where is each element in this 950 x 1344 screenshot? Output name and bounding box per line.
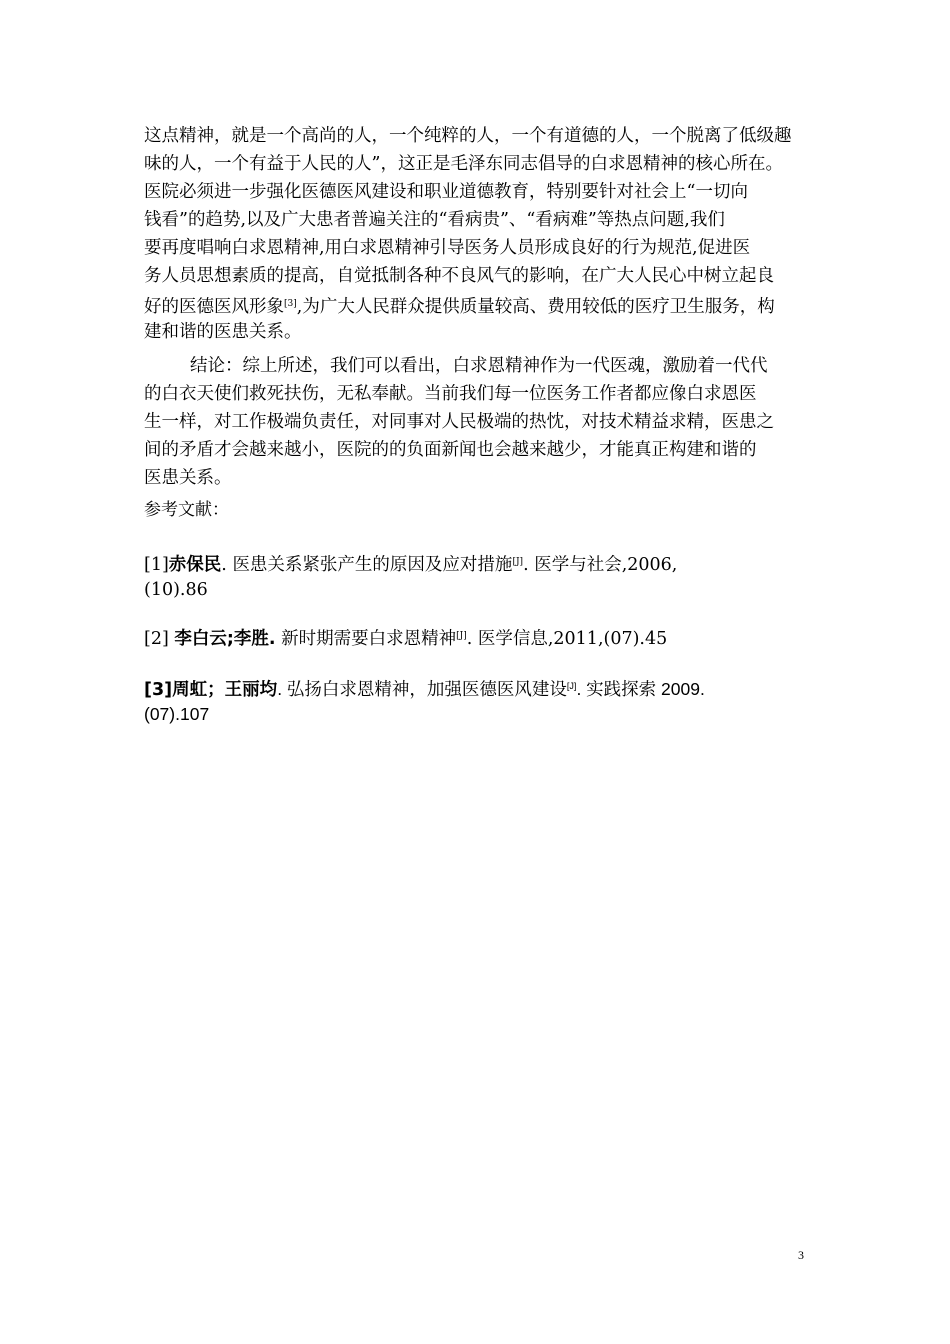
ref-title: . 弘扬白求恩精神，加强医德医风建设 [277, 679, 567, 699]
reference-line [144, 622, 816, 650]
ref-author: 赤保民 [168, 555, 222, 575]
line-text: 好的医德医风形象 [144, 297, 284, 317]
line-text: ,为广大人民群众提供质量较高、费用较低的医疗卫生服务，构 [296, 297, 775, 317]
ref-source: . 实践探索 2009. [576, 679, 705, 699]
ref-number: [2] [144, 629, 175, 649]
ref-author: 李白云;李胜. [174, 629, 276, 649]
ref-number: [1] [144, 555, 169, 575]
ref-title: 新时期需要白求恩精神 [275, 629, 457, 649]
ref-type-superscript: [J] [566, 681, 577, 691]
ref-source: . 医学信息,2011,(07).45 [466, 629, 668, 649]
ref-type-superscript: [J] [456, 631, 467, 641]
reference-line [144, 672, 816, 700]
conclusion-paragraph [144, 352, 816, 492]
ref-author: [3]周虹；王丽均 [144, 680, 278, 700]
ref-separator: . [221, 555, 233, 575]
paragraph-line: 味的人，一个有益于人民的人”，这正是毛泽东同志倡导的白求恩精神的核心所在。 [144, 154, 783, 174]
references-heading: 参考文献： [144, 500, 229, 520]
paragraph-line: 间的矛盾才会越来越小，医院的的负面新闻也会越来越少，才能真正构建和谐的 [144, 440, 757, 460]
paragraph-line: 的白衣天使们救死扶伤，无私奉献。当前我们每一位医务工作者都应像白求恩医 [144, 384, 757, 404]
reference-item-1 [144, 548, 816, 604]
paragraph-line: 要再度唱响白求恩精神,用白求恩精神引导医务人员形成良好的行为规范,促进医 [144, 238, 751, 258]
paragraph-line: 钱看”的趋势,以及广大患者普遍关注的“看病贵”、“看病难”等热点问题,我们 [144, 210, 725, 230]
paragraph-line: 建和谐的医患关系。 [144, 322, 302, 342]
paragraph-line: 这点精神，就是一个高尚的人，一个纯粹的人，一个有道德的人，一个脱离了低级趣 [144, 126, 792, 146]
paragraph-line: 务人员思想素质的提高，自觉抵制各种不良风气的影响，在广大人民心中树立起良 [144, 266, 774, 286]
citation-superscript: [3] [284, 299, 297, 309]
paragraph-line: 医患关系。 [144, 468, 232, 488]
body-paragraph-1 [144, 122, 816, 346]
reference-line: (10).86 [144, 580, 208, 600]
page-number: 3 [798, 1248, 804, 1262]
reference-line: (07).107 [144, 704, 210, 724]
paragraph-line: 医院必须进一步强化医德医风建设和职业道德教育，特别要针对社会上“一切向 [144, 182, 748, 202]
paragraph-line [144, 290, 816, 318]
ref-type-superscript: [J] [512, 557, 524, 567]
reference-item-3 [144, 672, 816, 728]
reference-item-2 [144, 622, 816, 650]
reference-line [144, 548, 816, 576]
ref-source: . 医学与社会,2006, [523, 555, 678, 575]
paragraph-line: 生一样，对工作极端负责任，对同事对人民极端的热忱，对技术精益求精，医患之 [144, 412, 774, 432]
paragraph-line: 结论：综上所述，我们可以看出，白求恩精神作为一代医魂，激励着一代代 [190, 356, 768, 376]
ref-title: 医患关系紧张产生的原因及应对措施 [232, 555, 513, 575]
